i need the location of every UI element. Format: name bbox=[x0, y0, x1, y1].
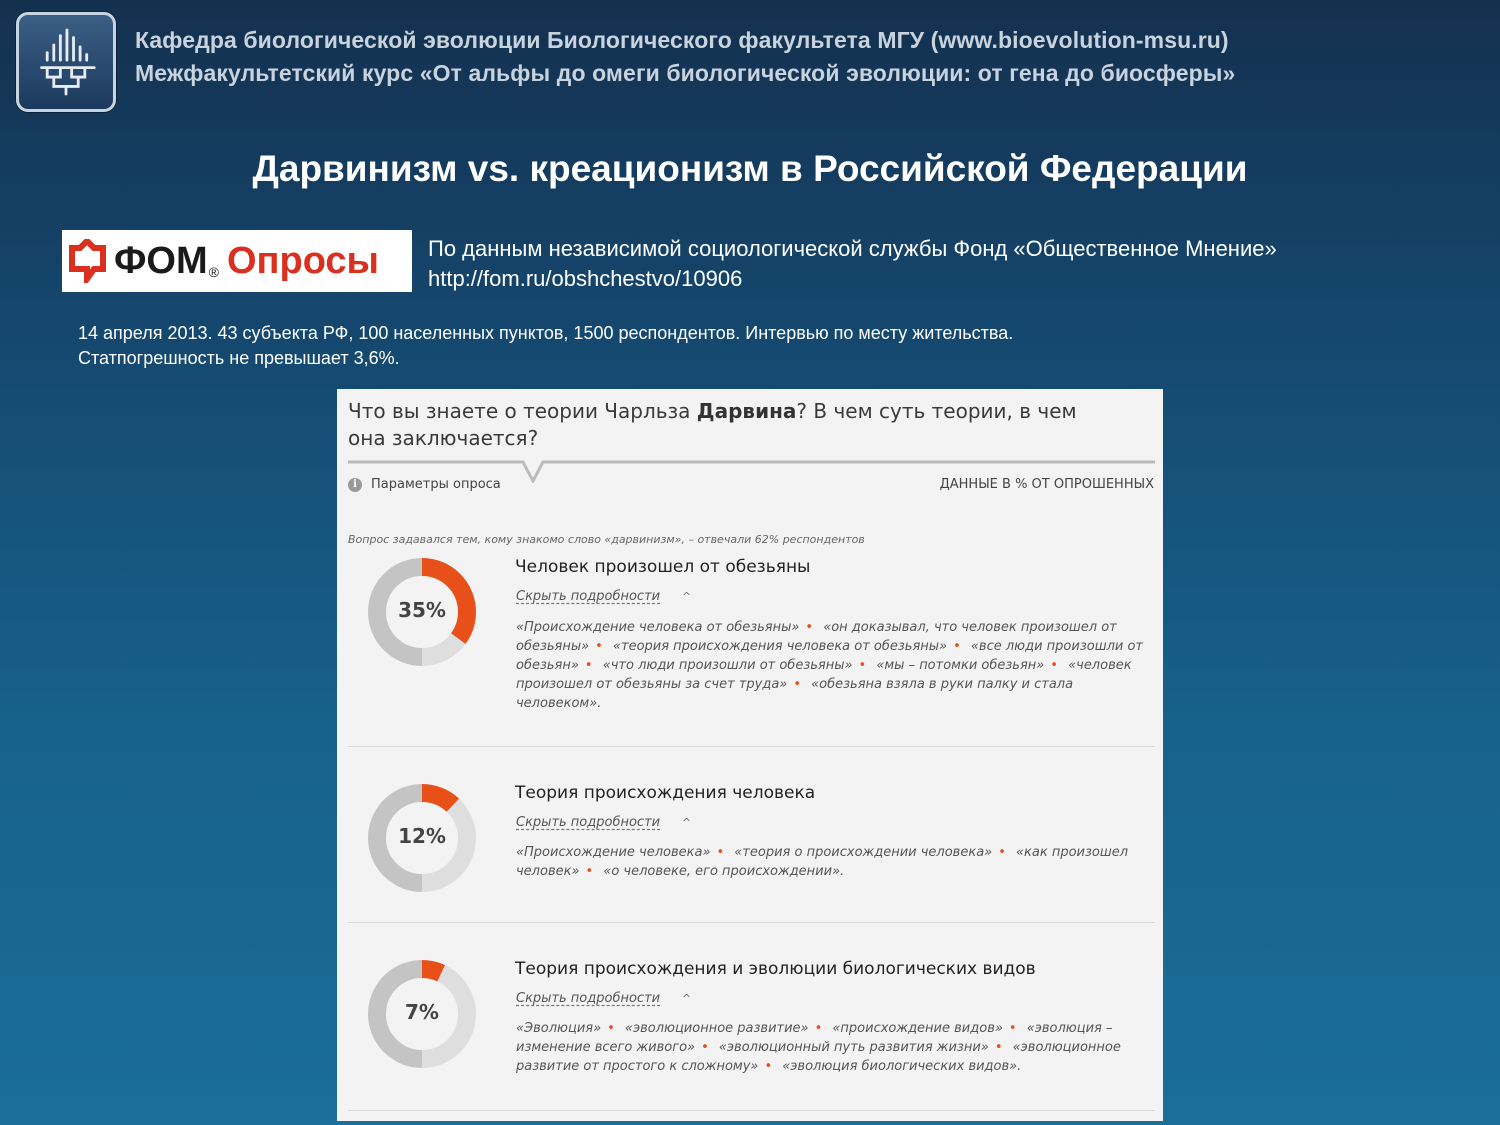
survey-params-label: Параметры опроса bbox=[371, 477, 501, 492]
hide-details-toggle[interactable]: Скрыть подробности bbox=[516, 589, 661, 604]
quote-text: «Происхождение человека от обезьяны» bbox=[516, 620, 800, 635]
quote-separator: • bbox=[805, 620, 814, 635]
result-row bbox=[348, 747, 1155, 923]
result-percent: 12% bbox=[398, 824, 446, 848]
fom-logo-registered: ® bbox=[208, 264, 219, 280]
result-label: Теория происхождения человека bbox=[515, 783, 816, 803]
result-quotes bbox=[516, 618, 1156, 713]
quote-text: «человек произошел от обезьяны за счет труда» bbox=[516, 658, 1132, 692]
fom-logo bbox=[62, 230, 412, 292]
quote-text: «Происхождение человека» bbox=[516, 845, 711, 860]
quote-separator: • bbox=[994, 1040, 1003, 1055]
quote-separator: • bbox=[716, 845, 725, 860]
survey-params-toggle[interactable] bbox=[348, 477, 501, 492]
header-department: Кафедра биологической эволюции Биологического факультета МГУ (www.bioevolution-msu.ru) bbox=[135, 27, 1229, 53]
hide-details-toggle[interactable]: Скрыть подробности bbox=[516, 991, 661, 1006]
fom-logo-name: ФОМ bbox=[114, 239, 208, 282]
result-row bbox=[348, 923, 1155, 1111]
quote-separator: • bbox=[701, 1040, 709, 1055]
quote-separator: • bbox=[584, 658, 593, 673]
slide-title: Дарвинизм vs. креационизм в Российской Федерации bbox=[252, 148, 1248, 189]
survey-panel bbox=[337, 389, 1163, 1121]
quote-text: «мы – потомки обезьян» bbox=[876, 658, 1045, 673]
quote-text: «теория происхождения человека от обезьяны» bbox=[612, 639, 948, 654]
quote-text: «обезьяна взяла в руки палку и стала человеком». bbox=[516, 677, 1074, 711]
question-title: Что вы знаете о теории Чарльза Дарвина? В чем суть теории, в чем она заключается? bbox=[348, 399, 1077, 450]
quote-text: «эволюция – изменение всего живого» bbox=[516, 1021, 1113, 1055]
chevron-up-icon[interactable]: ^ bbox=[682, 992, 692, 1005]
quote-text: «что люди произошли от обезьяны» bbox=[602, 658, 853, 673]
survey-meta: 14 апреля 2013. 43 субъекта РФ, 100 населенных пунктов, 1500 респондентов. Интервью по месту жительства. bbox=[78, 323, 1014, 343]
quote-separator: • bbox=[764, 1059, 773, 1074]
quote-text: «все люди произошли от обезьян» bbox=[516, 639, 1144, 673]
info-icon: i bbox=[348, 478, 362, 492]
result-quotes bbox=[516, 843, 1156, 881]
question-note: Вопрос задавался тем, кому знакомо слово «дарвинизм», – отвечали 62% респондентов bbox=[348, 533, 865, 546]
quote-separator: • bbox=[814, 1021, 823, 1036]
quote-text: «эволюционное развитие» bbox=[624, 1021, 809, 1036]
header-course: Межфакультетский курс «От альфы до омеги биологической эволюции: от гена до биосферы» bbox=[135, 60, 1236, 86]
chevron-up-icon[interactable]: ^ bbox=[682, 590, 692, 603]
quote-text: «о человеке, его происхождении». bbox=[603, 864, 845, 879]
result-label: Человек произошел от обезьяны bbox=[515, 557, 811, 577]
source-url[interactable]: http://fom.ru/obshchestvo/10906 bbox=[428, 266, 743, 291]
quote-separator: • bbox=[953, 639, 961, 654]
department-logo bbox=[16, 12, 116, 112]
source-description: По данным независимой социологической службы Фонд «Общественное Мнение» bbox=[428, 236, 1277, 261]
quote-separator: • bbox=[607, 1021, 615, 1036]
chevron-up-icon[interactable]: ^ bbox=[682, 816, 692, 829]
fom-speech-icon bbox=[68, 239, 106, 283]
quote-text: «происхождение видов» bbox=[832, 1021, 1003, 1036]
quote-text: «Эволюция» bbox=[516, 1021, 602, 1036]
quote-separator: • bbox=[858, 658, 867, 673]
result-label: Теория происхождения и эволюции биологических видов bbox=[515, 959, 1036, 979]
quote-text: «теория о происхождении человека» bbox=[734, 845, 993, 860]
quote-text: «эволюция биологических видов». bbox=[782, 1059, 1022, 1074]
result-quotes bbox=[516, 1019, 1156, 1076]
result-percent: 35% bbox=[398, 598, 446, 622]
quote-separator: • bbox=[998, 845, 1006, 860]
survey-error-margin: Статпогрешность не превышает 3,6%. bbox=[78, 348, 400, 368]
quote-separator: • bbox=[1050, 658, 1058, 673]
quote-separator: • bbox=[793, 677, 801, 692]
quote-separator: • bbox=[1008, 1021, 1017, 1036]
quote-separator: • bbox=[595, 639, 603, 654]
data-unit-label: ДАННЫЕ В % ОТ ОПРОШЕННЫХ bbox=[939, 477, 1154, 492]
hide-details-toggle[interactable]: Скрыть подробности bbox=[516, 815, 661, 830]
quote-separator: • bbox=[585, 864, 594, 879]
quote-text: «он доказывал, что человек произошел от обезьяны» bbox=[516, 620, 1117, 654]
quote-text: «эволюционный путь развития жизни» bbox=[718, 1040, 989, 1055]
quote-text: «как произошел человек» bbox=[516, 845, 1129, 879]
fom-logo-section: Опросы bbox=[226, 239, 380, 282]
quote-text: «эволюционное развитие от простого к сложному» bbox=[516, 1040, 1121, 1074]
result-percent: 7% bbox=[405, 1000, 439, 1024]
result-row bbox=[348, 555, 1155, 747]
